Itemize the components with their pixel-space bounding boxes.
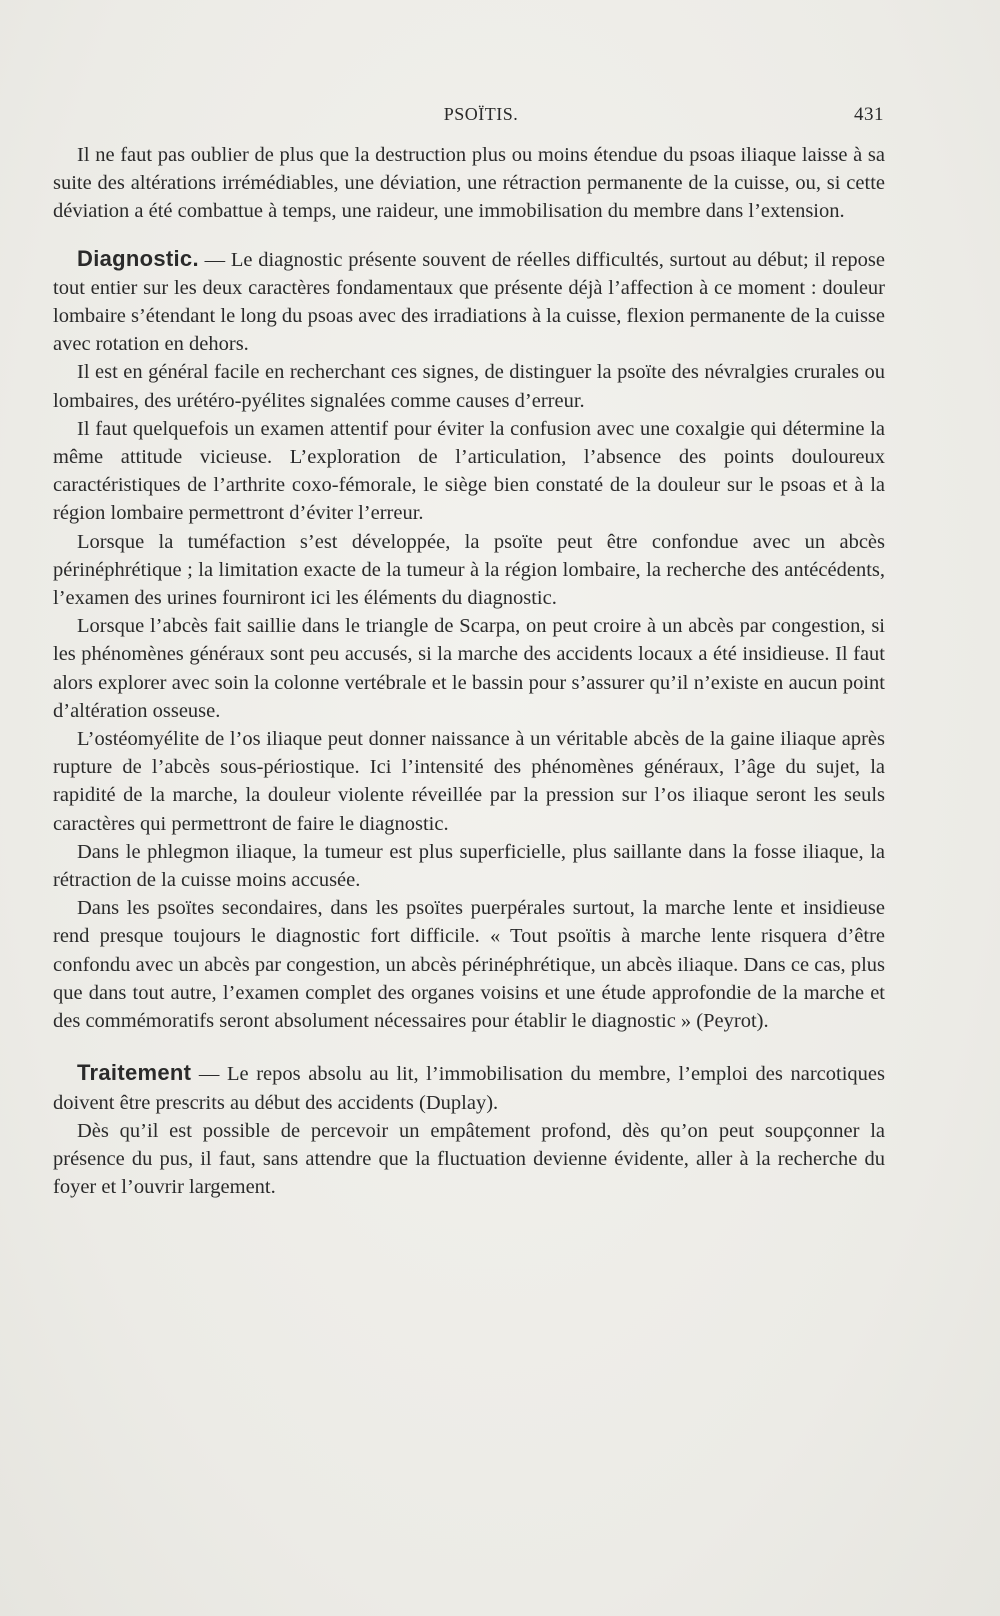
running-title: PSOÏTIS.	[443, 104, 519, 124]
paragraph: Lorsque l’abcès fait saillie dans le triangle de Scarpa, on peut croire à un abcès par congestion, si les phénomènes généraux sont peu accusés, si la marche des accidents locaux a été insidieuse. Il faut alors explorer avec soin la colonne vertébrale et le bassin pour s’assurer qu’il n’existe en aucun point d’altération osseuse.	[53, 615, 885, 722]
section-spacer	[53, 1035, 885, 1059]
paragraph: Dans les psoïtes secondaires, dans les psoïtes puerpérales surtout, la marche lente et insidieuse rend presque toujours le diagnostic fort difficile. « Tout psoïtis à marche lente risquera d’être confondu avec un abcès par congestion, un abcès périnéphrétique, un abcès iliaque. Dans ce cas, plus que dans tout autre, l’examen complet des organes voisins et une étude approfondie de la marche et des commémoratifs seront absolument nécessaires pour établir le diagnostic » (Peyrot).	[53, 897, 885, 1033]
paragraph-diagnostic-intro	[53, 245, 885, 359]
paragraph-text: — Le diagnostic présente souvent de réelles difficultés, surtout au début; il repose tout entier sur les deux caractères fondamentaux que présente déjà l’affection à ce moment : douleur lombaire s’étendant le long du psoas avec des irradiations à la cuisse, flexion permanente de la cuisse avec rotation en dehors.	[53, 248, 885, 356]
paragraph: L’ostéomyélite de l’os iliaque peut donner naissance à un véritable abcès de la gaine iliaque après rupture de l’abcès sous-périostique. Ici l’intensité des phénomènes généraux, l’âge du sujet, la rapidité de la marche, la douleur violente réveillée par la pression sur l’os iliaque seront les seuls caractères qui permettront de faire le diagnostic.	[53, 728, 885, 835]
paragraph: Il faut quelquefois un examen attentif pour éviter la confusion avec une coxalgie qui détermine la même attitude vicieuse. L’exploration de l’articulation, l’absence des points douloureux caractéristiques de l’arthrite coxo-fémorale, le siège bien constaté de la douleur sur le psoas et à la région lombaire permettront d’éviter l’erreur.	[53, 417, 885, 525]
section-spacer	[53, 226, 885, 245]
paragraph: Dès qu’il est possible de percevoir un empâtement profond, dès qu’on peut soupçonner la présence du pus, il faut, sans attendre que la fluctuation devienne évidente, aller à la recherche du foyer et l’ouvrir largement.	[53, 1119, 885, 1199]
diagnostic-heading: Diagnostic.	[77, 245, 199, 271]
body-text	[53, 141, 885, 1201]
paragraph: Lorsque la tuméfaction s’est développée, la psoïte peut être confondue avec un abcès périnéphrétique ; la limitation exacte de la tumeur à la région lombaire, la recherche des antécédents, l’examen des urines fourniront ici les éléments du diagnostic.	[53, 530, 885, 610]
paragraph: Dans le phlegmon iliaque, la tumeur est plus superficielle, plus saillante dans la fosse iliaque, la rétraction de la cuisse moins accusée.	[53, 840, 885, 892]
running-header	[78, 104, 884, 130]
paragraph-text: — Le repos absolu au lit, l’immobilisation du membre, l’emploi des narcotiques doivent être prescrits au début des accidents (Duplay).	[53, 1063, 885, 1114]
treatment-heading: Traitement	[77, 1060, 192, 1086]
paragraph-treatment-intro	[53, 1059, 885, 1116]
page-number: 431	[854, 104, 884, 125]
paragraph: Il est en général facile en recherchant ces signes, de distinguer la psoïte des névralgies crurales ou lombaires, des urétéro-pyélites signalées comme causes d’erreur.	[53, 361, 885, 412]
paragraph: Il ne faut pas oublier de plus que la destruction plus ou moins étendue du psoas iliaque laisse à sa suite des altérations irrémédiables, une déviation, une rétraction permanente de la cuisse, ou, si cette déviation a été combattue à temps, une raideur, une immobilisation du membre dans l’extension.	[53, 144, 885, 223]
